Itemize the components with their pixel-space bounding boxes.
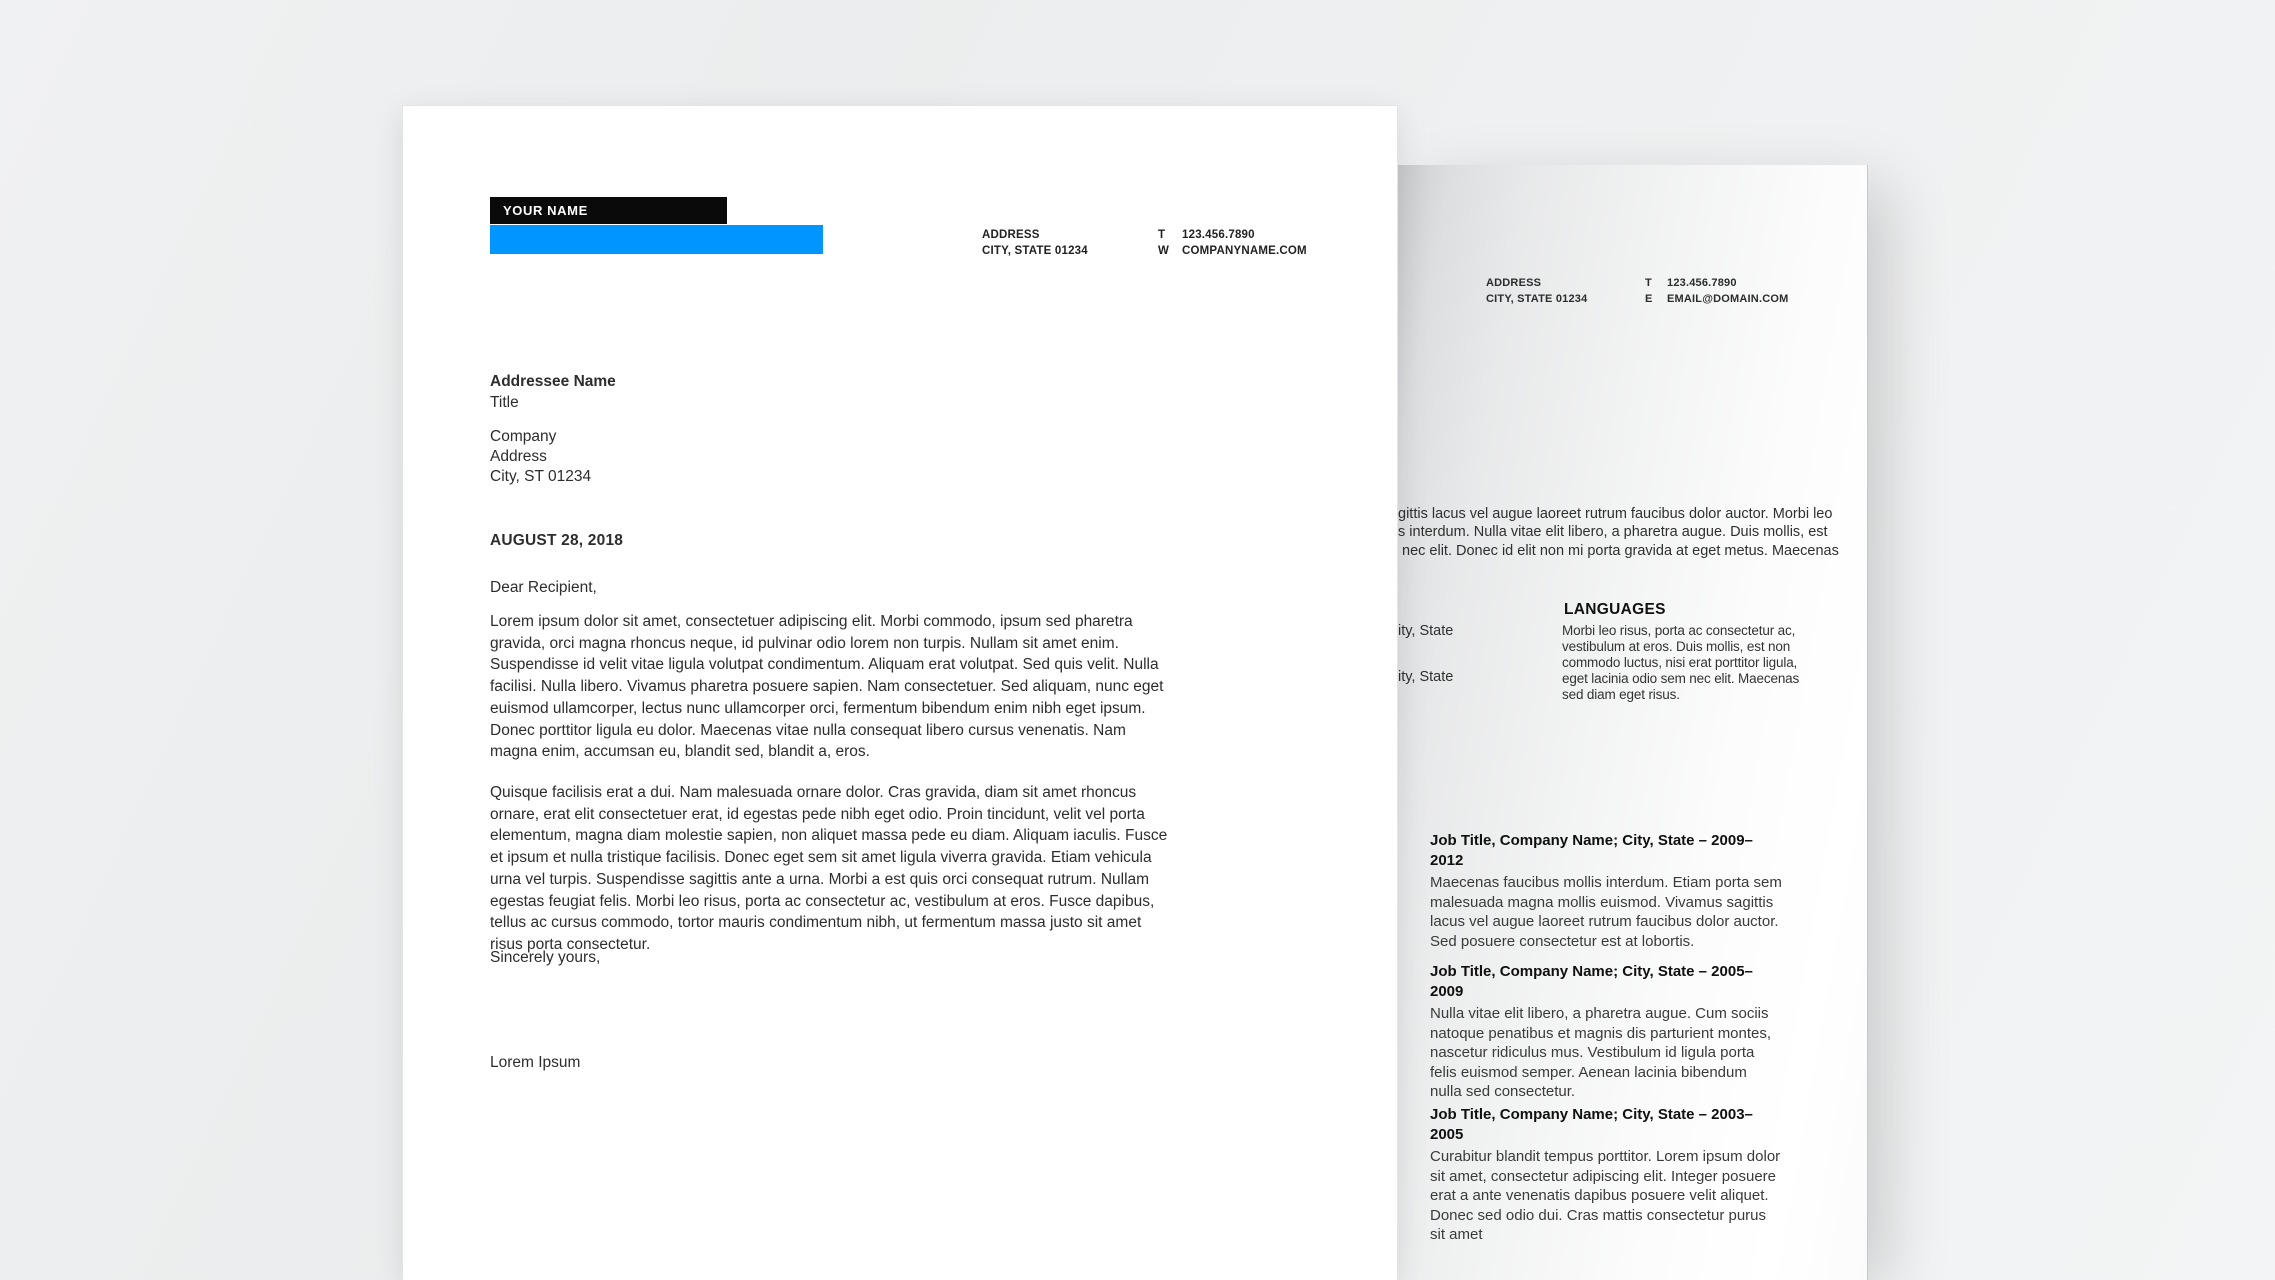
resume-phone-row	[1645, 275, 1788, 291]
letter-web-value: COMPANYNAME.COM	[1182, 245, 1307, 257]
job-entry	[1430, 1105, 1782, 1245]
addressee-company: Company	[490, 428, 557, 445]
job-entry	[1430, 831, 1782, 951]
resume-address-line1: ADDRESS	[1486, 277, 1542, 289]
addressee-name: Addressee Name	[490, 373, 616, 390]
letter-web-label: W	[1158, 245, 1170, 257]
resume-clipped-location: ity, State	[1398, 669, 1454, 685]
letter-address-line1: ADDRESS	[982, 229, 1040, 241]
resume-clipped-location: ity, State	[1398, 623, 1454, 639]
letter-phone-label: T	[1158, 229, 1166, 241]
job-description: Nulla vitae elit libero, a pharetra augue. Cum sociis natoque penatibus et magnis dis parturient montes, nascetur ridiculus mus. Vestibulum id ligula porta felis euismod semper. Aenean lacinia bibendum nulla sed consectetur.	[1430, 1005, 1772, 1101]
name-bar	[490, 197, 727, 224]
job-entry	[1430, 962, 1782, 1102]
letter-date: AUGUST 28, 2018	[490, 532, 624, 549]
resume-email-label: E	[1645, 293, 1653, 305]
letter-contact-block	[1158, 227, 1307, 259]
letter-web-row	[1158, 243, 1307, 259]
resume-address-line2: CITY, STATE 01234	[1486, 293, 1588, 305]
job-description: Curabitur blandit tempus porttitor. Lorem ipsum dolor sit amet, consectetur adipiscing elit. Integer posuere erat a ante venenatis dapibus posuere velit aliquet. Donec sed odio dui. Cras mattis consectetur purus sit amet	[1430, 1148, 1781, 1244]
your-name-label: YOUR NAME	[503, 203, 588, 218]
letter-paragraph: Quisque facilisis erat a dui. Nam malesuada ornare dolor. Cras gravida, diam sit amet rhoncus ornare, erat elit consectetuer erat, id egestas pede nibh eget odio. Proin tincidunt, velit vel porta elementum, magna diam molestie sapien, non aliquet massa pede eu diam. Aliquam iaculis. Fusce et ipsum et nulla tristique facilisis. Donec eget sem sit amet ligula viverra gravida. Etiam vehicula urna vel turpis. Suspendisse sagittis ante a urna. Morbi a est quis orci consequat rutrum. Nullam egestas feugiat felis. Morbi leo risus, porta ac consectetur ac, vestibulum at eros. Fusce dapibus, tellus ac cursus commodo, tortor mauris condimentum nibh, ut fermentum massa justo sit amet risus porta consectetur.	[490, 784, 1168, 953]
addressee-address: Address	[490, 448, 547, 465]
resume-clipped-line: s interdum. Nulla vitae elit libero, a pharetra augue. Duis mollis, est	[1398, 524, 1828, 540]
cover-letter-page	[402, 105, 1398, 1280]
resume-email-value: EMAIL@DOMAIN.COM	[1667, 293, 1789, 305]
languages-text: Morbi leo risus, porta ac consectetur ac, vestibulum at eros. Duis mollis, est non commodo luctus, nisi erat porttitor ligula, eget lacinia odio sem nec elit. Maecenas sed diam eget risus.	[1562, 623, 1800, 702]
letter-phone-value: 123.456.7890	[1182, 229, 1255, 241]
accent-bar	[490, 225, 823, 254]
letter-paragraph: Lorem ipsum dolor sit amet, consectetuer adipiscing elit. Morbi commodo, ipsum sed pharetra gravida, orci magna rhoncus neque, id pulvinar odio lorem non turpis. Nullam sit amet enim. Suspendisse id velit vitae ligula volutpat condimentum. Aliquam erat volutpat. Sed quis velit. Nulla facilisi. Nulla libero. Vivamus pharetra posuere sapien. Nam consectetuer. Sed aliquam, nunc eget euismod ullamcorper, lectus nunc ullamcorper orci, fermentum bibendum enim nibh eget ipsum. Donec porttitor ligula eu dolor. Maecenas vitae nulla consequat libero cursus venenatis. Nam magna enim, accumsan eu, blandit sed, blandit a, eros.	[490, 613, 1164, 761]
letter-address-block	[982, 227, 1088, 259]
letter-address-line2: CITY, STATE 01234	[982, 245, 1088, 257]
resume-address-block	[1486, 275, 1587, 307]
job-heading: Job Title, Company Name; City, State – 2003–2005	[1430, 1106, 1753, 1143]
addressee-city: City, ST 01234	[490, 468, 592, 485]
resume-phone-label: T	[1645, 277, 1652, 289]
resume-page	[1398, 165, 1868, 1280]
resume-contact-block	[1645, 275, 1788, 307]
job-heading: Job Title, Company Name; City, State – 2005–2009	[1430, 963, 1753, 1000]
resume-phone-value: 123.456.7890	[1667, 277, 1737, 289]
resume-email-row	[1645, 291, 1788, 307]
job-description: Maecenas faucibus mollis interdum. Etiam porta sem malesuada magna mollis euismod. Vivamus sagittis lacus vel augue laoreet rutrum faucibus dolor auctor. Sed posuere consectetur est at lobortis.	[1430, 874, 1782, 950]
resume-clipped-line: gittis lacus vel augue laoreet rutrum faucibus dolor auctor. Morbi leo	[1398, 506, 1833, 522]
closing: Sincerely yours,	[490, 949, 601, 966]
resume-clipped-line: nec elit. Donec id elit non mi porta gravida at eget metus. Maecenas	[1402, 543, 1839, 559]
addressee-title: Title	[490, 394, 519, 411]
job-heading: Job Title, Company Name; City, State – 2009–2012	[1430, 832, 1753, 869]
salutation: Dear Recipient,	[490, 579, 597, 596]
signature: Lorem Ipsum	[490, 1054, 581, 1071]
letter-phone-row	[1158, 227, 1307, 243]
languages-heading: LANGUAGES	[1564, 601, 1666, 618]
